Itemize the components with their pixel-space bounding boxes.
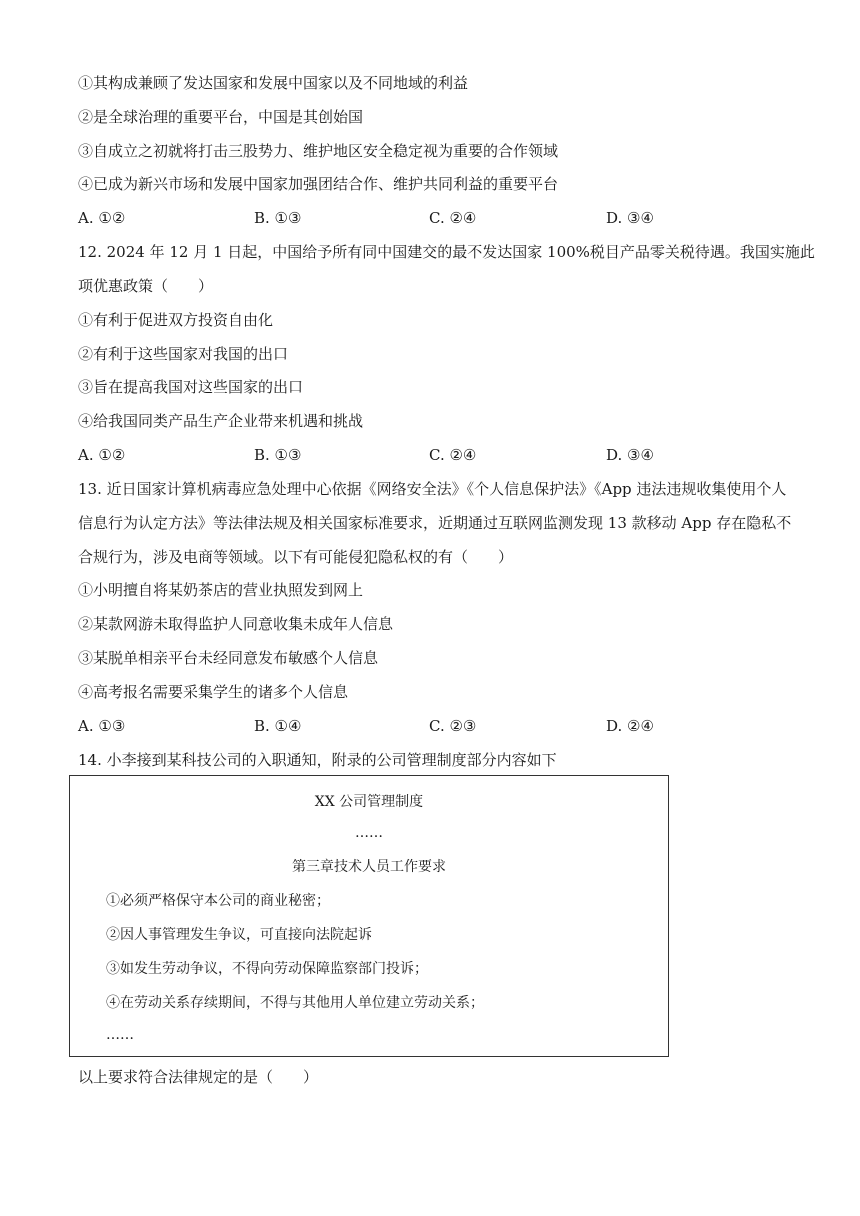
q12-item-4: ④给我国同类产品生产企业带来机遇和挑战 — [78, 412, 364, 430]
q12-item-3: ③旨在提高我国对这些国家的出口 — [78, 378, 304, 396]
q12-stem-line-1: 12. 2024 年 12 月 1 日起，中国给予所有同中国建交的最不发达国家 100%税目产品零关税待遇。我国实施此 — [78, 243, 815, 261]
q12-item-1: ①有利于促进双方投资自由化 — [78, 311, 274, 329]
q13-stem-line-2: 信息行为认定方法》等法律法规及相关国家标准要求，近期通过互联网监测发现 13 款移动 App 存在隐私不 — [78, 514, 792, 532]
q11-option-d: D. ③④ — [606, 209, 654, 227]
q14-question: 以上要求符合法律规定的是（ ） — [78, 1068, 319, 1086]
policy-ellipsis-top: …… — [355, 825, 383, 841]
policy-item-4: ④在劳动关系存续期间，不得与其他用人单位建立劳动关系； — [106, 995, 484, 1011]
policy-excerpt-box — [69, 775, 669, 1057]
q12-option-b: B. ①③ — [254, 446, 302, 464]
policy-chapter-heading: 第三章技术人员工作要求 — [292, 859, 446, 875]
q12-item-2: ②有利于这些国家对我国的出口 — [78, 345, 289, 363]
q11-item-3: ③自成立之初就将打击三股势力、维护地区安全稳定视为重要的合作领域 — [78, 142, 559, 160]
q13-item-2: ②某款网游未取得监护人同意收集未成年人信息 — [78, 615, 394, 633]
q14-stem: 14. 小李接到某科技公司的入职通知，附录的公司管理制度部分内容如下 — [78, 751, 557, 769]
q13-item-3: ③某脱单相亲平台未经同意发布敏感个人信息 — [78, 649, 379, 667]
policy-title: XX 公司管理制度 — [314, 794, 424, 810]
q12-stem-line-2: 项优惠政策（ ） — [78, 277, 214, 295]
policy-item-2: ②因人事管理发生争议，可直接向法院起诉 — [106, 927, 372, 943]
q12-option-c: C. ②④ — [429, 446, 477, 464]
q12-options — [78, 445, 778, 465]
q11-option-c: C. ②④ — [429, 209, 477, 227]
q13-options — [78, 716, 778, 736]
q13-stem-line-1: 13. 近日国家计算机病毒应急处理中心依据《网络安全法》《个人信息保护法》《App 违法违规收集使用个人 — [78, 480, 787, 498]
q13-stem-line-3: 合规行为，涉及电商等领域。以下有可能侵犯隐私权的有（ ） — [78, 548, 514, 566]
policy-item-3: ③如发生劳动争议，不得向劳动保障监察部门投诉； — [106, 961, 428, 977]
q13-item-4: ④高考报名需要采集学生的诸多个人信息 — [78, 683, 349, 701]
q13-option-b: B. ①④ — [254, 717, 302, 735]
q11-item-4: ④已成为新兴市场和发展中国家加强团结合作、维护共同利益的重要平台 — [78, 175, 559, 193]
q11-item-1: ①其构成兼顾了发达国家和发展中国家以及不同地域的利益 — [78, 74, 469, 92]
q13-option-d: D. ②④ — [606, 717, 654, 735]
q13-option-a: A. ①③ — [78, 717, 126, 735]
policy-ellipsis-bottom: …… — [106, 1027, 134, 1043]
policy-item-1: ①必须严格保守本公司的商业秘密； — [106, 893, 330, 909]
q11-option-b: B. ①③ — [254, 209, 302, 227]
q13-option-c: C. ②③ — [429, 717, 477, 735]
q11-option-a: A. ①② — [78, 209, 126, 227]
q12-option-d: D. ③④ — [606, 446, 654, 464]
q11-item-2: ②是全球治理的重要平台，中国是其创始国 — [78, 108, 364, 126]
q13-item-1: ①小明擅自将某奶茶店的营业执照发到网上 — [78, 581, 364, 599]
q11-options — [78, 208, 778, 228]
q12-option-a: A. ①② — [78, 446, 126, 464]
